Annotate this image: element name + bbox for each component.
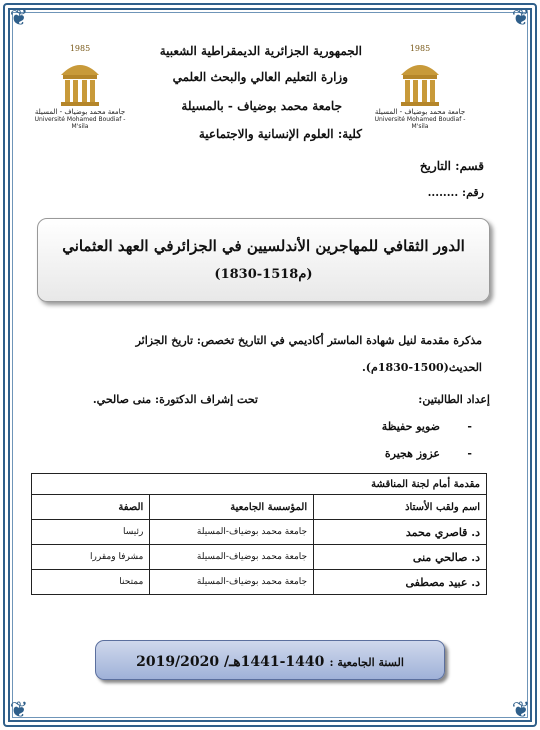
university-name: جامعة محمد بوضياف - بالمسيلة [181, 99, 342, 113]
jury-member-role: مشرفا ومقررا [32, 545, 150, 570]
student-bullet: - [467, 447, 472, 460]
republic-name: الجمهورية الجزائرية الديمقراطية الشعبية [159, 44, 362, 58]
supervisor-label: تحت إشراف الدكتورة: منى صالحي. [92, 393, 258, 406]
jury-member-institution: جامعة محمد بوضياف-المسيلة [150, 570, 314, 595]
student-bullet: - [467, 420, 472, 433]
reference-number: رقم: ........ [427, 186, 484, 199]
logo-name-arabic: جامعة محمد بوضياف - المسيلة [374, 108, 466, 116]
jury-member-role: ممتحنا [32, 570, 150, 595]
logo-name-english: Université Mohamed Boudiaf - M'sila [374, 116, 466, 130]
header-name: اسم ولقب الأستاذ [314, 495, 487, 520]
university-logo-left [30, 42, 130, 132]
student-name-2: عزوز هجيرة [384, 447, 440, 460]
header-role: الصفة [32, 495, 150, 520]
academic-year-label: السنة الجامعية : [329, 656, 404, 669]
header-institution: المؤسسة الجامعية [150, 495, 314, 520]
corner-ornament-icon: ❦ [511, 6, 531, 31]
corner-ornament-icon: ❦ [9, 698, 29, 723]
jury-member-role: رئيسا [32, 520, 150, 545]
corner-ornament-icon: ❦ [511, 698, 531, 723]
jury-member-name: د. قاصري محمد [314, 520, 487, 545]
prepared-by-label: إعداد الطالبتين: [418, 393, 490, 406]
university-logo-icon [397, 53, 443, 107]
thesis-title: الدور الثقافي للمهاجرين الأندلسيين في الجزائرفي العهد العثماني [62, 237, 465, 255]
thesis-description-line2: الحديث(1500-1830م). [361, 361, 482, 374]
jury-member-name: د. عبيد مصطفى [314, 570, 487, 595]
logo-name-english: Université Mohamed Boudiaf - M'sila [34, 116, 126, 130]
jury-member-name: د. صالحي منى [314, 545, 487, 570]
academic-year-value: 1440-1441هـ/ 2019/2020 [136, 654, 325, 670]
university-logo-icon [57, 53, 103, 107]
jury-caption: مقدمة أمام لجنة المناقشة [32, 474, 487, 495]
jury-member-institution: جامعة محمد بوضياف-المسيلة [150, 520, 314, 545]
student-name-1: ضويو حفيظة [381, 420, 440, 433]
thesis-title-box [37, 218, 490, 302]
table-row [32, 520, 487, 545]
department-label: قسم: التاريخ [419, 159, 484, 173]
ministry-name: وزارة التعليم العالي والبحث العلمي [172, 70, 348, 84]
corner-ornament-icon: ❦ [9, 6, 29, 31]
logo-year: 1985 [69, 44, 91, 53]
thesis-period: (1830-1518م) [214, 267, 313, 282]
university-logo-right [370, 42, 470, 132]
academic-year-box [95, 640, 445, 680]
logo-year: 1985 [409, 44, 431, 53]
logo-name-arabic: جامعة محمد بوضياف - المسيلة [34, 108, 126, 116]
jury-table [31, 473, 487, 595]
table-row [32, 570, 487, 595]
thesis-description-line1: مذكرة مقدمة لنيل شهادة الماستر أكاديمي في التاريخ تخصص: تاريخ الجزائر [135, 334, 482, 347]
table-row [32, 545, 487, 570]
jury-member-institution: جامعة محمد بوضياف-المسيلة [150, 545, 314, 570]
faculty-name: كلية: العلوم الإنسانية والاجتماعية [198, 127, 362, 141]
